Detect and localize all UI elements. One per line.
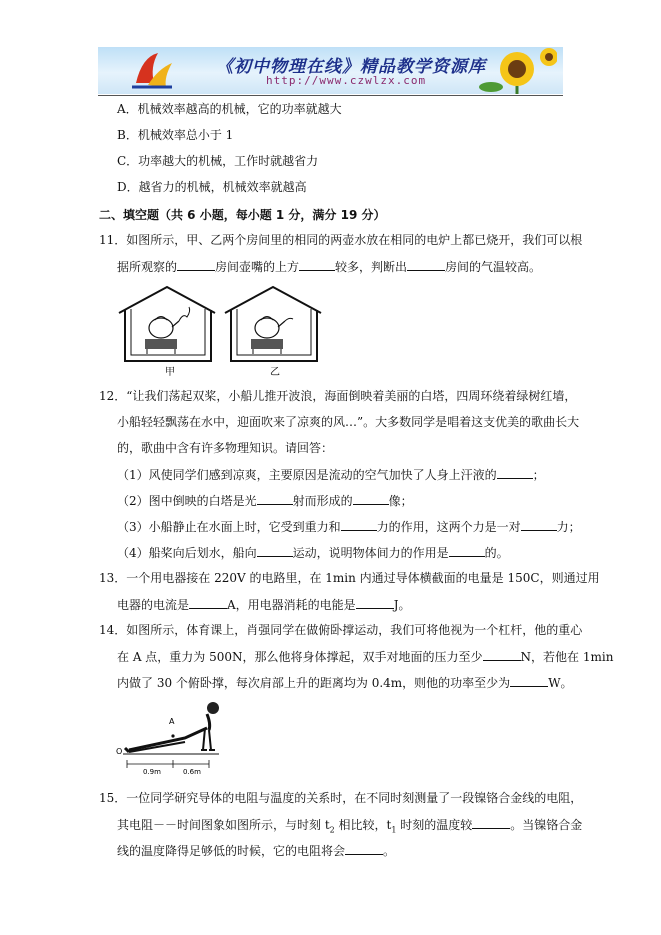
q14-text-a: 在 A 点，重力为 500N，那么他将身体撑起，双手对地面的压力至少 [117, 650, 483, 664]
distance-label-1: 0.9m [143, 768, 161, 776]
header-banner [98, 47, 563, 94]
banner-title: 《初中物理在线》精品教学资源库 [216, 57, 486, 77]
q12-sub1 [117, 466, 545, 483]
q15-subscript-1: 1 [391, 825, 397, 835]
q14-line2 [117, 648, 613, 665]
banner-url: http://www.czwlzx.com [266, 74, 427, 87]
q14-text-b: N，若他在 1min [520, 650, 614, 664]
answer-blank[interactable] [189, 596, 227, 609]
point-o-label: O [116, 747, 123, 756]
q12-sub2 [117, 492, 413, 509]
answer-blank[interactable] [257, 544, 293, 557]
q14-line3 [117, 674, 573, 691]
q15-line1: 15．一位同学研究导体的电阻与温度的关系时，在不同时刻测量了一段镍铬合金线的电阻， [99, 791, 583, 805]
q11-line1: 11．如图所示，甲、乙两个房间里的相同的两壶水放在相同的电炉上都已烧开，我们可以根 [99, 233, 583, 247]
q11-text-a: 据所观察的 [117, 260, 178, 274]
q15-text-b: 相比较，t [334, 818, 392, 832]
q12-sub1-end: ； [532, 468, 545, 482]
q13-line1: 13．一个用电器接在 220V 的电路里，在 1min 内通过导体横截面的电量是 150C，则通过用 [99, 571, 600, 585]
logo-icon [128, 49, 178, 91]
q11-text-d: 房间的气温较高。 [445, 260, 542, 274]
q15-text-f: 。 [383, 844, 396, 858]
sunflower-icon [477, 47, 557, 94]
q12-sub4 [117, 544, 509, 561]
q13-line2 [117, 596, 411, 613]
answer-blank[interactable] [407, 258, 445, 271]
q15-text-d: 。当镍铬合金 [510, 818, 583, 832]
q14-text-a2: 内做了 30 个俯卧撑，每次肩部上升的距离均为 0.4m，则他的功率至少为 [117, 676, 511, 690]
q12-sub3 [117, 518, 581, 535]
q12-line3: 的，歌曲中含有许多物理知识。请回答： [117, 441, 334, 455]
q13-text-c: J。 [393, 598, 411, 612]
answer-blank[interactable] [472, 816, 510, 829]
q15-text-a: 其电阻－－时间图象如图所示，与时刻 t [117, 818, 330, 832]
q12-sub1-text: （1）风使同学们感到凉爽，主要原因是流动的空气加快了人身上汗液的 [117, 468, 497, 482]
q12-sub4-text-a: （4）船桨向后划水，船向 [117, 546, 257, 560]
option-a: A．机械效率越高的机械，它的功率就越大 [117, 102, 342, 116]
answer-blank[interactable] [177, 258, 215, 271]
q12-sub3-text-a: （3）小船静止在水面上时，它受到重力和 [117, 520, 341, 534]
point-a-label: A [169, 717, 175, 726]
q15-text-c: 时刻的温度较 [396, 818, 473, 832]
answer-blank[interactable] [257, 492, 293, 505]
answer-blank[interactable] [449, 544, 485, 557]
q11-line2 [117, 258, 541, 275]
q11-figure [117, 283, 327, 378]
q11-text-c: 较多，判断出 [335, 260, 408, 274]
distance-label-2: 0.6m [183, 768, 201, 776]
option-d: D．越省力的机械，机械效率就越高 [117, 180, 307, 194]
answer-blank[interactable] [345, 842, 383, 855]
q12-sub4-end: 的。 [484, 546, 509, 560]
q12-sub2-end: 像； [388, 494, 413, 508]
q15-line2 [117, 816, 582, 838]
header-rule [98, 95, 563, 96]
answer-blank[interactable] [299, 258, 335, 271]
q15-text-e: 线的温度降得足够低的时候，它的电阻将会 [117, 844, 346, 858]
q12-sub3-end: 力； [556, 520, 581, 534]
answer-blank[interactable] [356, 596, 394, 609]
q15-subscript-2: 2 [329, 825, 335, 835]
q14-text-b2: W。 [548, 676, 573, 690]
q12-line2: 小船轻轻飘荡在水中，迎面吹来了凉爽的风…”。大多数同学是唱着这支优美的歌曲长大 [117, 415, 580, 429]
q12-sub2-text-a: （2）图中倒映的白塔是光 [117, 494, 257, 508]
q12-sub4-text-b: 运动，说明物体间力的作用是 [292, 546, 449, 560]
section-title: 二、填空题（共 6 小题，每小题 1 分，满分 19 分） [99, 208, 386, 222]
q12-line1: 12．“让我们荡起双桨，小船儿推开波浪，海面倒映着美丽的白塔，四周环绕着绿树红墙， [99, 389, 577, 403]
answer-blank[interactable] [483, 648, 521, 661]
q11-text-b: 房间壶嘴的上方 [215, 260, 300, 274]
option-c: C．功率越大的机械，工作时就越省力 [117, 154, 319, 168]
figure-label-right: 乙 [270, 367, 280, 378]
answer-blank[interactable] [353, 492, 389, 505]
q14-line1: 14．如图所示，体育课上，肖强同学在做俯卧撑运动，我们可将他视为一个杠杆，他的重心 [99, 623, 583, 637]
answer-blank[interactable] [521, 518, 557, 531]
q14-figure [115, 698, 235, 780]
q12-sub3-text-b: 力的作用，这两个力是一对 [376, 520, 521, 534]
q13-text-b: A，用电器消耗的电能是 [227, 598, 356, 612]
answer-blank[interactable] [497, 466, 533, 479]
q15-line3 [117, 842, 395, 859]
answer-blank[interactable] [510, 674, 548, 687]
q13-text-a: 电器的电流是 [117, 598, 190, 612]
answer-blank[interactable] [341, 518, 377, 531]
figure-label-left: 甲 [165, 367, 175, 378]
q12-sub2-text-b: 射而形成的 [292, 494, 353, 508]
option-b: B．机械效率总小于 1 [117, 128, 234, 142]
